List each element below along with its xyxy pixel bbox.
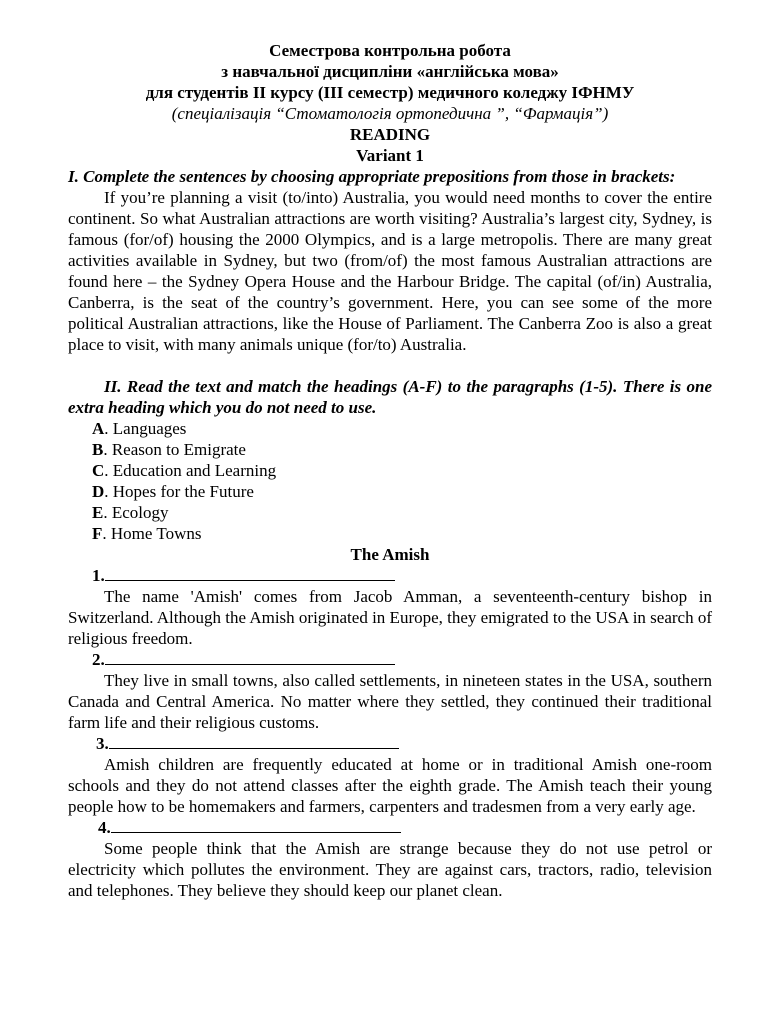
paragraph-text: Amish children are frequently educated at home or in traditional Amish one-room schools and they do not attend classes after the eighth grade. The Amish teach their young people how to be homemakers and farmers, carpenters and tradesmen from a very early age. [68, 755, 712, 816]
heading-option: E. Ecology [92, 503, 169, 522]
paragraph-number: 4. [68, 817, 712, 838]
paragraph-text: Some people think that the Amish are strange because they do not use petrol or electricity which pollutes the environment. They are against cars, tractors, radio, television and telephones. They believe they should keep our planet clean. [68, 839, 712, 900]
header-specialization: (спеціалізація “Стоматологія ортопедична ”, “Фармація”) [171, 104, 609, 123]
paragraph-number: 2. [68, 649, 712, 670]
text-title: The Amish [350, 545, 430, 564]
heading-option: F. Home Towns [92, 524, 202, 543]
heading-option: C. Education and Learning [92, 461, 277, 480]
heading-option: D. Hopes for the Future [92, 482, 254, 501]
section-title: READING [349, 125, 431, 144]
task1-instruction: I. Complete the sentences by choosing appropriate prepositions from those in brackets: [68, 167, 676, 186]
paragraph-number: 3. [68, 733, 712, 754]
answer-blank[interactable] [105, 565, 395, 581]
answer-blank[interactable] [111, 817, 401, 833]
paragraph-text: The name 'Amish' comes from Jacob Amman, a seventeenth-century bishop in Switzerland. Although the Amish originated in Europe, they emigrated to the USA in search of religious freedom. [68, 587, 712, 648]
variant-title: Variant 1 [356, 146, 424, 165]
paragraph-number: 1. [68, 565, 712, 586]
heading-option: B. Reason to Emigrate [92, 440, 246, 459]
heading-option: A. Languages [92, 419, 187, 438]
task1-text: If you’re planning a visit (to/into) Australia, you would need months to cover the entire continent. So what Australian attractions are worth visiting? Australia’s largest city, Sydney, is famous (for/of) housing the 2000 Olympics, and is a large metropolis. There are many great activities available in Sydney, but two (from/of) the most famous Australian attractions are found here – the Sydney Opera House and the Harbour Bridge. The capital (of/in) Australia, Canberra, is the seat of the country’s government. Here, you can see some of the more political Australian attractions, like the House of Parliament. The Canberra Zoo is also a great place to visit, with many animals unique (for/to) Australia. [68, 188, 712, 354]
task2-instruction: II. Read the text and match the headings (A-F) to the paragraphs (1-5). There is one extra heading which you do not need to use. [68, 377, 712, 417]
header-audience: для студентів ІІ курсу (ІІІ семестр) медичного коледжу ІФНМУ [145, 83, 635, 102]
spacer [68, 355, 712, 376]
answer-blank[interactable] [105, 649, 395, 665]
paragraph-text: They live in small towns, also called settlements, in nineteen states in the USA, southern Canada and Central America. No matter where they settled, they continued their traditional farm life and their religious customs. [68, 671, 712, 732]
answer-blank[interactable] [109, 733, 399, 749]
header-title: Семестрова контрольна робота [269, 41, 511, 60]
header-discipline: з навчальної дисципліни «англійська мова» [221, 62, 559, 81]
